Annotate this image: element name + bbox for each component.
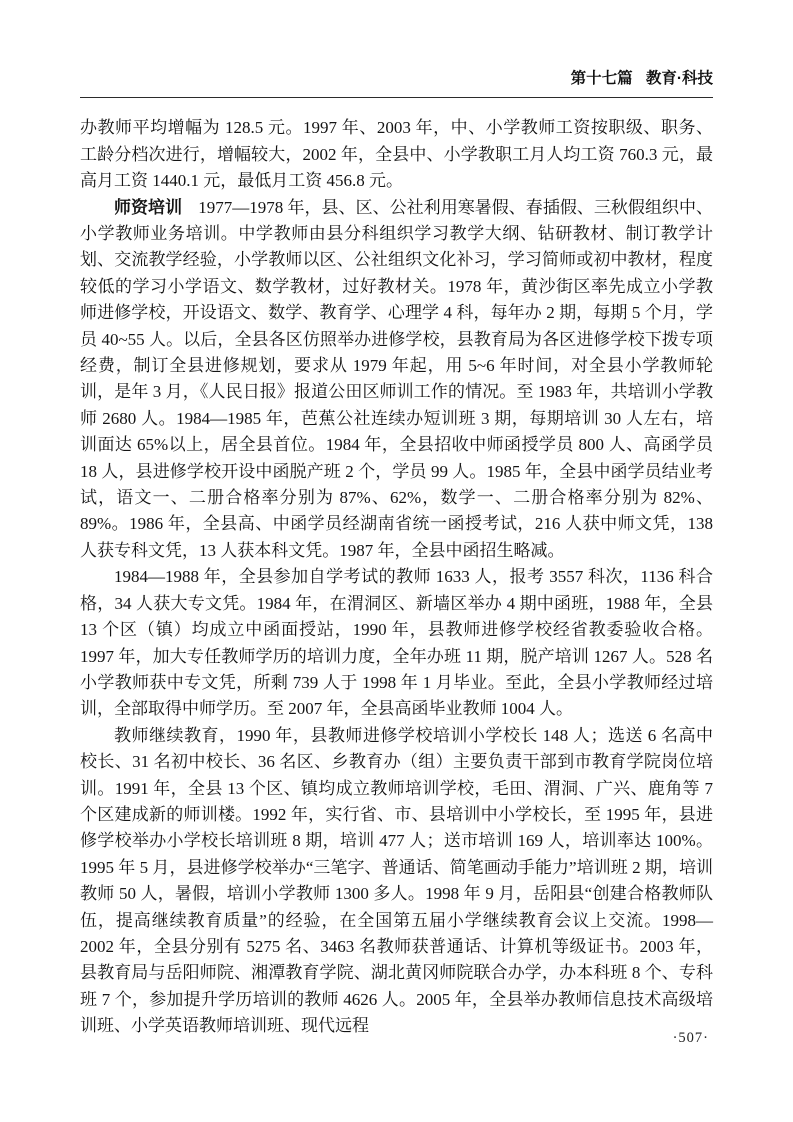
paragraph-continuing-education <box>80 723 713 1040</box>
paragraph-salary-continuation <box>80 115 713 194</box>
page-number: ·507· <box>672 1030 709 1046</box>
paragraph-text: 教师继续教育，1990 年，县教师进修学校培训小学校长 148 人；选送 6 名高中校长、31 名初中校长、36 名区、乡教育办（组）主要负责干部到市教育学院岗位培训。1991 年，全县 13 个区、镇均成立教师培训学校，毛田、渭洞、广兴、鹿角等 7 个区建成新的师训楼。1992 年，实行省、市、县培训中小学校长，至 1995 年，县进修学校举办小学校长培训班 8 期，培训 477 人；送市培训 169 人，培训率达 100%。1995 年 5 月，县进修学校举办“三笔字、普通话、简笔画动手能力”培训班 2 期，培训教师 50 人，暑假，培训小学教师 1300 多人。1998 年 9 月，岳阳县“创建合格教师队伍，提高继续教育质量”的经验，在全国第五届小学继续教育会议上交流。1998—2002 年，全县分别有 5275 名、3463 名教师获普通话、计算机等级证书。2003 年，县教育局与岳阳师院、湘潭教育学院、湖北黄冈师院联合办学，办本科班 8 个、专科班 7 个，参加提升学历培训的教师 4626 人。2005 年，全县举办教师信息技术高级培训班、小学英语教师培训班、现代远程 <box>80 725 713 1036</box>
header-rule <box>80 97 713 98</box>
paragraph-text: 办教师平均增幅为 128.5 元。1997 年、2003 年，中、小学教师工资按职级、职务、工龄分档次进行，增幅较大，2002 年，全县中、小学教职工月人均工资 760.3 元，最高月工资 1440.1 元，最低月工资 456.8 元。 <box>80 118 713 191</box>
paragraph-self-study-exams <box>80 564 713 722</box>
page-header <box>80 0 713 88</box>
paragraph-text: 1984—1988 年，全县参加自学考试的教师 1633 人，报考 3557 科次，1136 科合格，34 人获大专文凭。1984 年，在渭洞区、新墙区举办 4 期中函班，1988 年，全县 13 个区（镇）均成立中函面授站，1990 年，县教师进修学校经省教委验收合格。1997 年，加大专任教师学历的培训力度，全年办班 11 期，脱产培训 1267 人。528 名小学教师获中专文凭，所剩 739 人于 1998 年 1 月毕业。至此，全县小学教师经过培训，全部取得中师学历。至 2007 年，全县高函毕业教师 1004 人。 <box>80 567 713 719</box>
page-footer <box>80 1030 713 1047</box>
header-chapter-title: 教育·科技 <box>645 70 713 87</box>
page-body <box>80 115 713 1039</box>
header-section-label: 第十七篇 <box>570 70 633 87</box>
paragraph-teacher-training <box>80 195 713 565</box>
paragraph-run-in-heading: 师资培训 <box>114 197 183 217</box>
paragraph-text: 1977—1978 年，县、区、公社利用寒暑假、春插假、三秋假组织中、小学教师业务培训。中学教师由县分科组织学习教学大纲、钻研教材、制订教学计划、交流教学经验，小学教师以区、公社组织文化补习，学习简师或初中教材，程度较低的学习小学语文、数学教材，过好教材关。1978 年，黄沙街区率先成立小学教师进修学校，开设语文、数学、教育学、心理学 4 科，每年办 2 期，每期 5 个月，学员 40~55 人。以后，全县各区仿照举办进修学校，县教育局为各区进修学校下拨专项经费，制订全县进修规划，要求从 1979 年起，用 5~6 年时间，对全县小学教师轮训，是年 3 月，《人民日报》报道公田区师训工作的情况。至 1983 年，共培训小学教师 2680 人。1984—1985 年，芭蕉公社连续办短训班 3 期，每期培训 30 人左右，培训面达 65%以上，居全县首位。1984 年，全县招收中师函授学员 800 人、高函学员 18 人，县进修学校开设中函脱产班 2 个，学员 99 人。1985 年，全县中函学员结业考试，语文一、二册合格率分别为 87%、62%，数学一、二册合格率分别为 82%、89%。1986 年，全县高、中函学员经湖南省统一函授考试，216 人获中师文凭，138 人获专科文凭，13 人获本科文凭。1987 年，全县中函招生略减。 <box>80 197 714 560</box>
